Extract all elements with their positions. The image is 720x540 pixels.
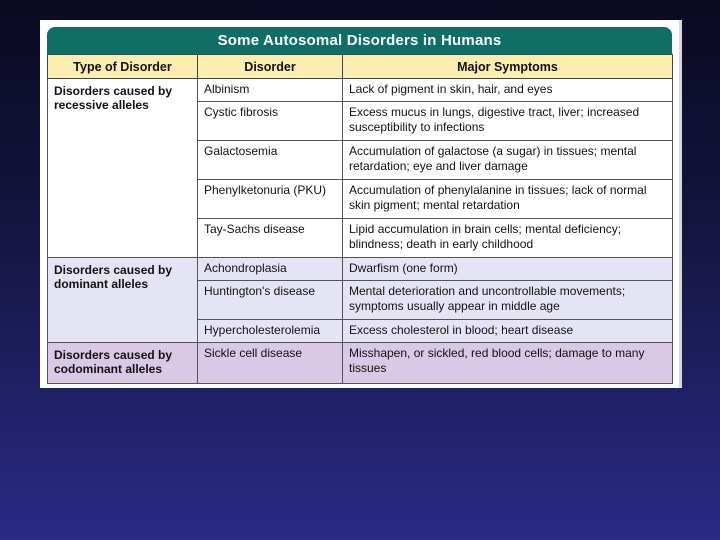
disorder-cell: Albinism [198,79,343,102]
symptoms-cell: Accumulation of phenylalanine in tissues; lack of normal skin pigment; mental retardation [343,180,673,219]
disorder-cell: Galactosemia [198,141,343,180]
group-codominant: Disorders caused by codominant alleles [48,343,198,384]
symptoms-cell: Lipid accumulation in brain cells; mental deficiency; blindness; death in early childhood [343,219,673,258]
symptoms-cell: Mental deterioration and uncontrollable movements; symptoms usually appear in middle age [343,281,673,320]
disorder-cell: Tay-Sachs disease [198,219,343,258]
disorders-table [47,54,673,384]
header-type: Type of Disorder [48,55,198,79]
header-row [48,55,673,79]
symptoms-cell: Lack of pigment in skin, hair, and eyes [343,79,673,102]
symptoms-cell: Misshapen, or sickled, red blood cells; damage to many tissues [343,343,673,384]
disorder-cell: Sickle cell disease [198,343,343,384]
table-title: Some Autosomal Disorders in Humans [47,27,672,54]
header-disorder: Disorder [198,55,343,79]
disorder-cell: Huntington's disease [198,281,343,320]
disorder-cell: Achondroplasia [198,258,343,281]
table-row [48,79,673,102]
symptoms-cell: Dwarfism (one form) [343,258,673,281]
symptoms-cell: Excess cholesterol in blood; heart disease [343,320,673,343]
table-row [48,343,673,384]
table-row [48,258,673,281]
group-dominant: Disorders caused by dominant alleles [48,258,198,343]
table-sheet [40,20,682,388]
group-recessive: Disorders caused by recessive alleles [48,79,198,258]
disorder-cell: Phenylketonuria (PKU) [198,180,343,219]
disorder-cell: Cystic fibrosis [198,102,343,141]
disorder-cell: Hypercholesterolemia [198,320,343,343]
symptoms-cell: Accumulation of galactose (a sugar) in tissues; mental retardation; eye and liver damage [343,141,673,180]
header-symptoms: Major Symptoms [343,55,673,79]
symptoms-cell: Excess mucus in lungs, digestive tract, liver; increased susceptibility to infections [343,102,673,141]
